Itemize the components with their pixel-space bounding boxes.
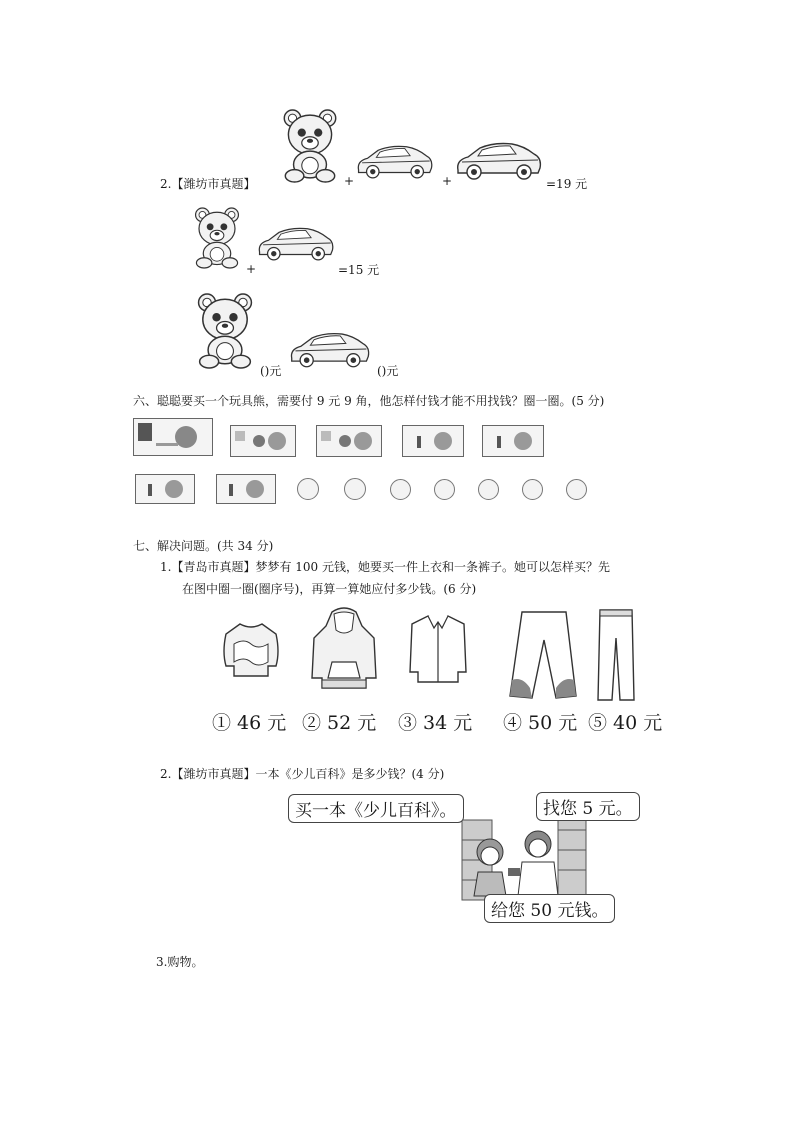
question-number: 2. bbox=[160, 177, 172, 191]
car-image bbox=[256, 222, 336, 264]
speech-bubble: 找您 5 元。 bbox=[536, 792, 640, 821]
banknote-10-yuan[interactable] bbox=[133, 418, 213, 456]
question-text: 在图中圈一圈(圈序号)，再算一算她应付多少钱。(6 分) bbox=[182, 582, 477, 596]
banknote-1-yuan[interactable] bbox=[482, 425, 544, 457]
coin-1-jiao[interactable] bbox=[434, 479, 455, 500]
car-image bbox=[454, 138, 544, 182]
coin-5-jiao[interactable] bbox=[297, 478, 319, 500]
question-source: 【潍坊市真题】 bbox=[171, 767, 256, 781]
banknote-5-yuan[interactable] bbox=[230, 425, 296, 457]
price-label[interactable]: ⑤ 40 元 bbox=[588, 712, 663, 734]
coin-5-jiao[interactable] bbox=[344, 478, 366, 500]
slim-pants-image bbox=[596, 608, 636, 704]
wide-pants-image bbox=[508, 610, 578, 702]
banknote-1-yuan[interactable] bbox=[135, 474, 195, 504]
question-source: 【青岛市真题】 bbox=[171, 560, 256, 574]
equation-result: =15 元 bbox=[338, 263, 380, 277]
plus-sign: + bbox=[442, 174, 453, 188]
question-text: 购物。 bbox=[167, 955, 204, 969]
plus-sign: + bbox=[344, 174, 355, 188]
question-number: 2. bbox=[160, 767, 172, 781]
section-title: 七、解决问题。(共 34 分) bbox=[133, 539, 274, 553]
banknote-5-yuan[interactable] bbox=[316, 425, 382, 457]
price-label[interactable]: ① 46 元 bbox=[212, 712, 287, 734]
coin-1-jiao[interactable] bbox=[522, 479, 543, 500]
coin-1-jiao[interactable] bbox=[566, 479, 587, 500]
car-image bbox=[288, 328, 372, 370]
price-label[interactable]: ② 52 元 bbox=[302, 712, 377, 734]
car-image bbox=[355, 140, 435, 182]
sweater-image bbox=[222, 622, 280, 678]
coin-1-jiao[interactable] bbox=[390, 479, 411, 500]
banknote-1-yuan[interactable] bbox=[216, 474, 276, 504]
banknote-1-yuan[interactable] bbox=[402, 425, 464, 457]
question-text: 一本《少儿百科》是多少钱？(4 分) bbox=[255, 767, 445, 781]
bear-image bbox=[282, 110, 338, 182]
bear-image bbox=[196, 294, 254, 368]
question-source: 【潍坊市真题】 bbox=[171, 177, 256, 191]
answer-blank[interactable]: ()元 bbox=[377, 364, 399, 378]
price-label[interactable]: ③ 34 元 bbox=[398, 712, 473, 734]
section-title: 六、聪聪要买一个玩具熊，需要付 9 元 9 角，他怎样付钱才能不用找钱？圈一圈。(5 分) bbox=[133, 394, 605, 408]
question-text: 梦梦有 100 元钱，她要买一件上衣和一条裤子。她可以怎样买？先 bbox=[255, 560, 611, 574]
plus-sign: + bbox=[246, 262, 257, 276]
coin-1-jiao[interactable] bbox=[478, 479, 499, 500]
answer-blank[interactable]: ()元 bbox=[260, 364, 282, 378]
question-number: 3. bbox=[156, 955, 168, 969]
price-label[interactable]: ④ 50 元 bbox=[503, 712, 578, 734]
hoodie-image bbox=[310, 608, 378, 692]
speech-bubble: 给您 50 元钱。 bbox=[484, 894, 615, 923]
shirt-image bbox=[408, 614, 468, 684]
equation-result: =19 元 bbox=[546, 177, 588, 191]
question-number: 1. bbox=[160, 560, 172, 574]
speech-bubble: 买一本《少儿百科》。 bbox=[288, 794, 464, 823]
bear-image bbox=[194, 208, 240, 268]
